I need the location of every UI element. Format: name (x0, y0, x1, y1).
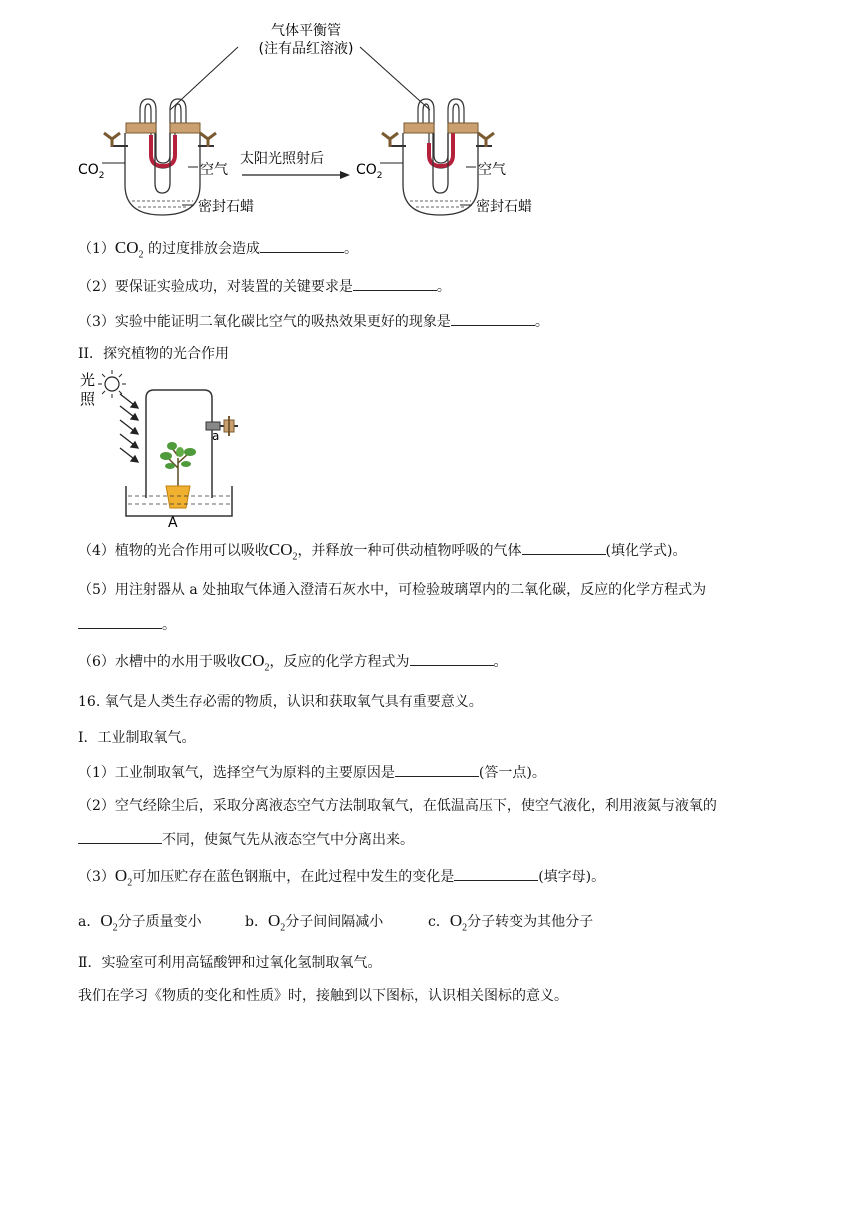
part-1-q2-cont: 不同，使氮气先从液态空气中分离出来。 (78, 829, 414, 850)
answer-blank[interactable] (522, 540, 606, 555)
question-4: （4）植物的光合作用可以吸收$CO_2$，并释放一种可供动植物呼吸的气体 (填化学式)。 (78, 540, 687, 563)
left-apparatus (102, 99, 216, 215)
answer-blank[interactable] (78, 614, 162, 629)
question-3: （3）实验中能证明二氧化碳比空气的吸热效果更好的现象是 。 (78, 311, 549, 332)
question-6: （6）水槽中的水用于吸收$CO_2$，反应的化学方程式为 。 (78, 651, 508, 674)
section-2-title: II．探究植物的光合作用 (78, 346, 230, 362)
option-c[interactable]: c．$O_2$分子转变为其他分子 (428, 911, 594, 934)
sun-icon (98, 370, 126, 398)
right-apparatus (380, 99, 494, 215)
part-1-q2: （2）空气经除尘后，采取分离液态空气方法制取氧气，在低温高压下，使空气液化，利用液氮与液氧的 (78, 798, 717, 814)
sunlight-arrow-label: 太阳光照射后 (240, 151, 324, 167)
closing-text: 我们在学习《物质的变化和性质》时，接触到以下图标，认识相关图标的意义。 (78, 988, 568, 1004)
photosynthesis-apparatus-figure (76, 368, 256, 530)
wax-left-label: 密封石蜡 (198, 199, 254, 215)
question-16: 16. 氧气是人类生存必需的物质，认识和获取氧气具有重要意义。 (78, 694, 483, 710)
part-2-title: Ⅱ．实验室可利用高锰酸钾和过氧化氢制取氧气。 (78, 955, 382, 971)
co2-heat-experiment-figure (70, 15, 550, 220)
balance-tube-label: 气体平衡管 (271, 23, 341, 39)
question-5-answer: 。 (78, 614, 176, 635)
plant-icon (160, 442, 196, 508)
co2-right-label: $CO_2$ (356, 162, 383, 181)
question-5: （5）用注射器从 a 处抽取气体通入澄清石灰水中，可检验玻璃罩内的二氧化碳，反应的化学方程式为 (78, 582, 707, 598)
answer-blank[interactable] (454, 866, 538, 881)
air-right-label: 空气 (478, 162, 506, 178)
question-1: $(1)CO_2$ 的过度排放会造成 。 (78, 238, 358, 261)
question-2: （2）要保证实验成功，对装置的关键要求是 。 (78, 276, 451, 297)
answer-blank[interactable] (78, 829, 162, 844)
light-rays-icon (120, 394, 138, 462)
arrow-right-icon (340, 171, 350, 179)
option-b[interactable]: b．$O_2$分子间间隔减小 (245, 911, 384, 934)
air-left-label: 空气 (200, 162, 228, 178)
answer-blank[interactable] (410, 651, 494, 666)
co2-left-label: $CO_2$ (78, 162, 105, 181)
light-label-1: 光 (80, 371, 96, 389)
answer-blank[interactable] (353, 276, 437, 291)
part-1-title: I．工业制取氧气。 (78, 730, 196, 746)
balance-tube-label-note: (注有品红溶液) (258, 41, 354, 57)
valve-a-label: a (212, 429, 220, 443)
apparatus-a-label: A (168, 515, 178, 530)
answer-blank[interactable] (260, 238, 344, 253)
answer-blank[interactable] (395, 762, 479, 777)
part-1-q1: （1）工业制取氧气，选择空气为原料的主要原因是 (答一点)。 (78, 762, 546, 783)
wax-right-label: 密封石蜡 (476, 199, 532, 215)
light-label-2: 照 (80, 390, 96, 408)
answer-blank[interactable] (451, 311, 535, 326)
part-1-q3: $(3)O_2$可加压贮存在蓝色钢瓶中，在此过程中发生的变化是 (填字母)。 (78, 866, 606, 889)
option-a[interactable]: a．$O_2$分子质量变小 (78, 911, 202, 934)
